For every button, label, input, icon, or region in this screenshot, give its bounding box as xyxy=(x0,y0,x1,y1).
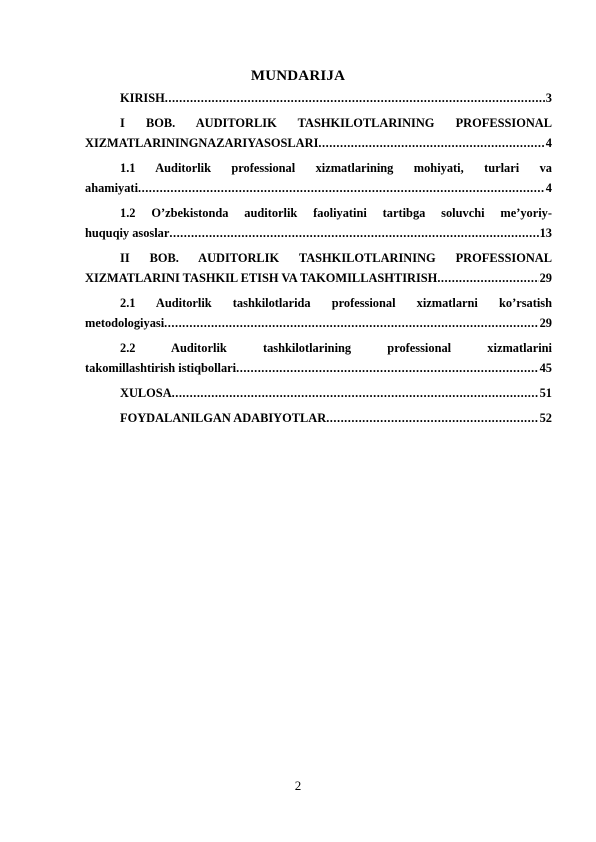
toc-entry-title-line: 1.1 Auditorlik professional xizmatlarining mohiyati, turlari va xyxy=(120,161,552,175)
toc-dot-leader xyxy=(172,383,539,403)
toc-row xyxy=(85,268,552,288)
toc-row xyxy=(85,383,552,403)
toc-page-number: 4 xyxy=(545,136,552,150)
toc-entry-chapter-1 xyxy=(85,113,552,153)
toc-entry-title-line: 2.2 Auditorlik tashkilotlarining professional xizmatlarini xyxy=(120,341,552,355)
toc-page-number: 52 xyxy=(539,411,552,425)
toc-entry-title-cont: huquqiy asoslar xyxy=(85,226,170,240)
toc-entry-section-1-2 xyxy=(85,203,552,243)
toc-entry-title-line: I BOB. AUDITORLIK TASHKILOTLARINING PROFESSIONAL xyxy=(120,116,552,130)
toc-entry-references xyxy=(85,408,552,428)
toc-page-number: 4 xyxy=(545,181,552,195)
toc-entry-title-cont: metodologiyasi xyxy=(85,316,165,330)
toc-row xyxy=(85,358,552,378)
toc-entry-section-1-1 xyxy=(85,158,552,198)
toc-page-number: 3 xyxy=(545,91,552,105)
toc-row xyxy=(85,408,552,428)
toc-dot-leader xyxy=(164,313,538,333)
toc-entry-title: XULOSA xyxy=(120,386,172,400)
toc-row xyxy=(85,88,552,108)
toc-dot-leader xyxy=(326,408,538,428)
table-of-contents xyxy=(85,88,552,433)
toc-row xyxy=(85,133,552,153)
toc-entry-chapter-2 xyxy=(85,248,552,288)
toc-dot-leader xyxy=(165,88,545,108)
toc-row xyxy=(85,223,552,243)
toc-entry-title-cont: takomillashtirish istiqbollari xyxy=(85,361,237,375)
toc-entry-title-line: 1.2 O’zbekistonda auditorlik faoliyatini tartibga soluvchi me’yoriy- xyxy=(120,206,552,220)
toc-entry-kirish xyxy=(85,88,552,108)
toc-entry-section-2-1 xyxy=(85,293,552,333)
toc-entry-title: FOYDALANILGAN ADABIYOTLAR xyxy=(120,411,327,425)
toc-entry-title-cont: XIZMATLARININGNAZARIYASOSLARI xyxy=(85,136,319,150)
toc-entry-title-line: II BOB. AUDITORLIK TASHKILOTLARINING PROFESSIONAL xyxy=(120,251,552,265)
page-title: MUNDARIJA xyxy=(250,68,346,84)
toc-page-number: 51 xyxy=(539,386,552,400)
toc-row xyxy=(85,178,552,198)
page-number: 2 xyxy=(294,778,302,793)
toc-page-number: 45 xyxy=(539,361,552,375)
toc-entry-title-cont: ahamiyati xyxy=(85,181,139,195)
toc-dot-leader xyxy=(437,268,538,288)
toc-dot-leader xyxy=(318,133,544,153)
toc-entry-title-cont: XIZMATLARINI TASHKIL ETISH VA TAKOMILLASHTIRISH xyxy=(85,271,438,285)
toc-dot-leader xyxy=(138,178,545,198)
toc-dot-leader xyxy=(236,358,538,378)
toc-page-number: 13 xyxy=(539,226,552,240)
toc-entry-title-line: 2.1 Auditorlik tashkilotlarida professional xizmatlarni ko’rsatish xyxy=(120,296,552,310)
toc-page-number: 29 xyxy=(539,316,552,330)
toc-entry-section-2-2 xyxy=(85,338,552,378)
toc-dot-leader xyxy=(169,223,538,243)
toc-page-number: 29 xyxy=(539,271,552,285)
toc-row xyxy=(85,313,552,333)
toc-entry-xulosa xyxy=(85,383,552,403)
toc-entry-title: KIRISH xyxy=(120,91,165,105)
